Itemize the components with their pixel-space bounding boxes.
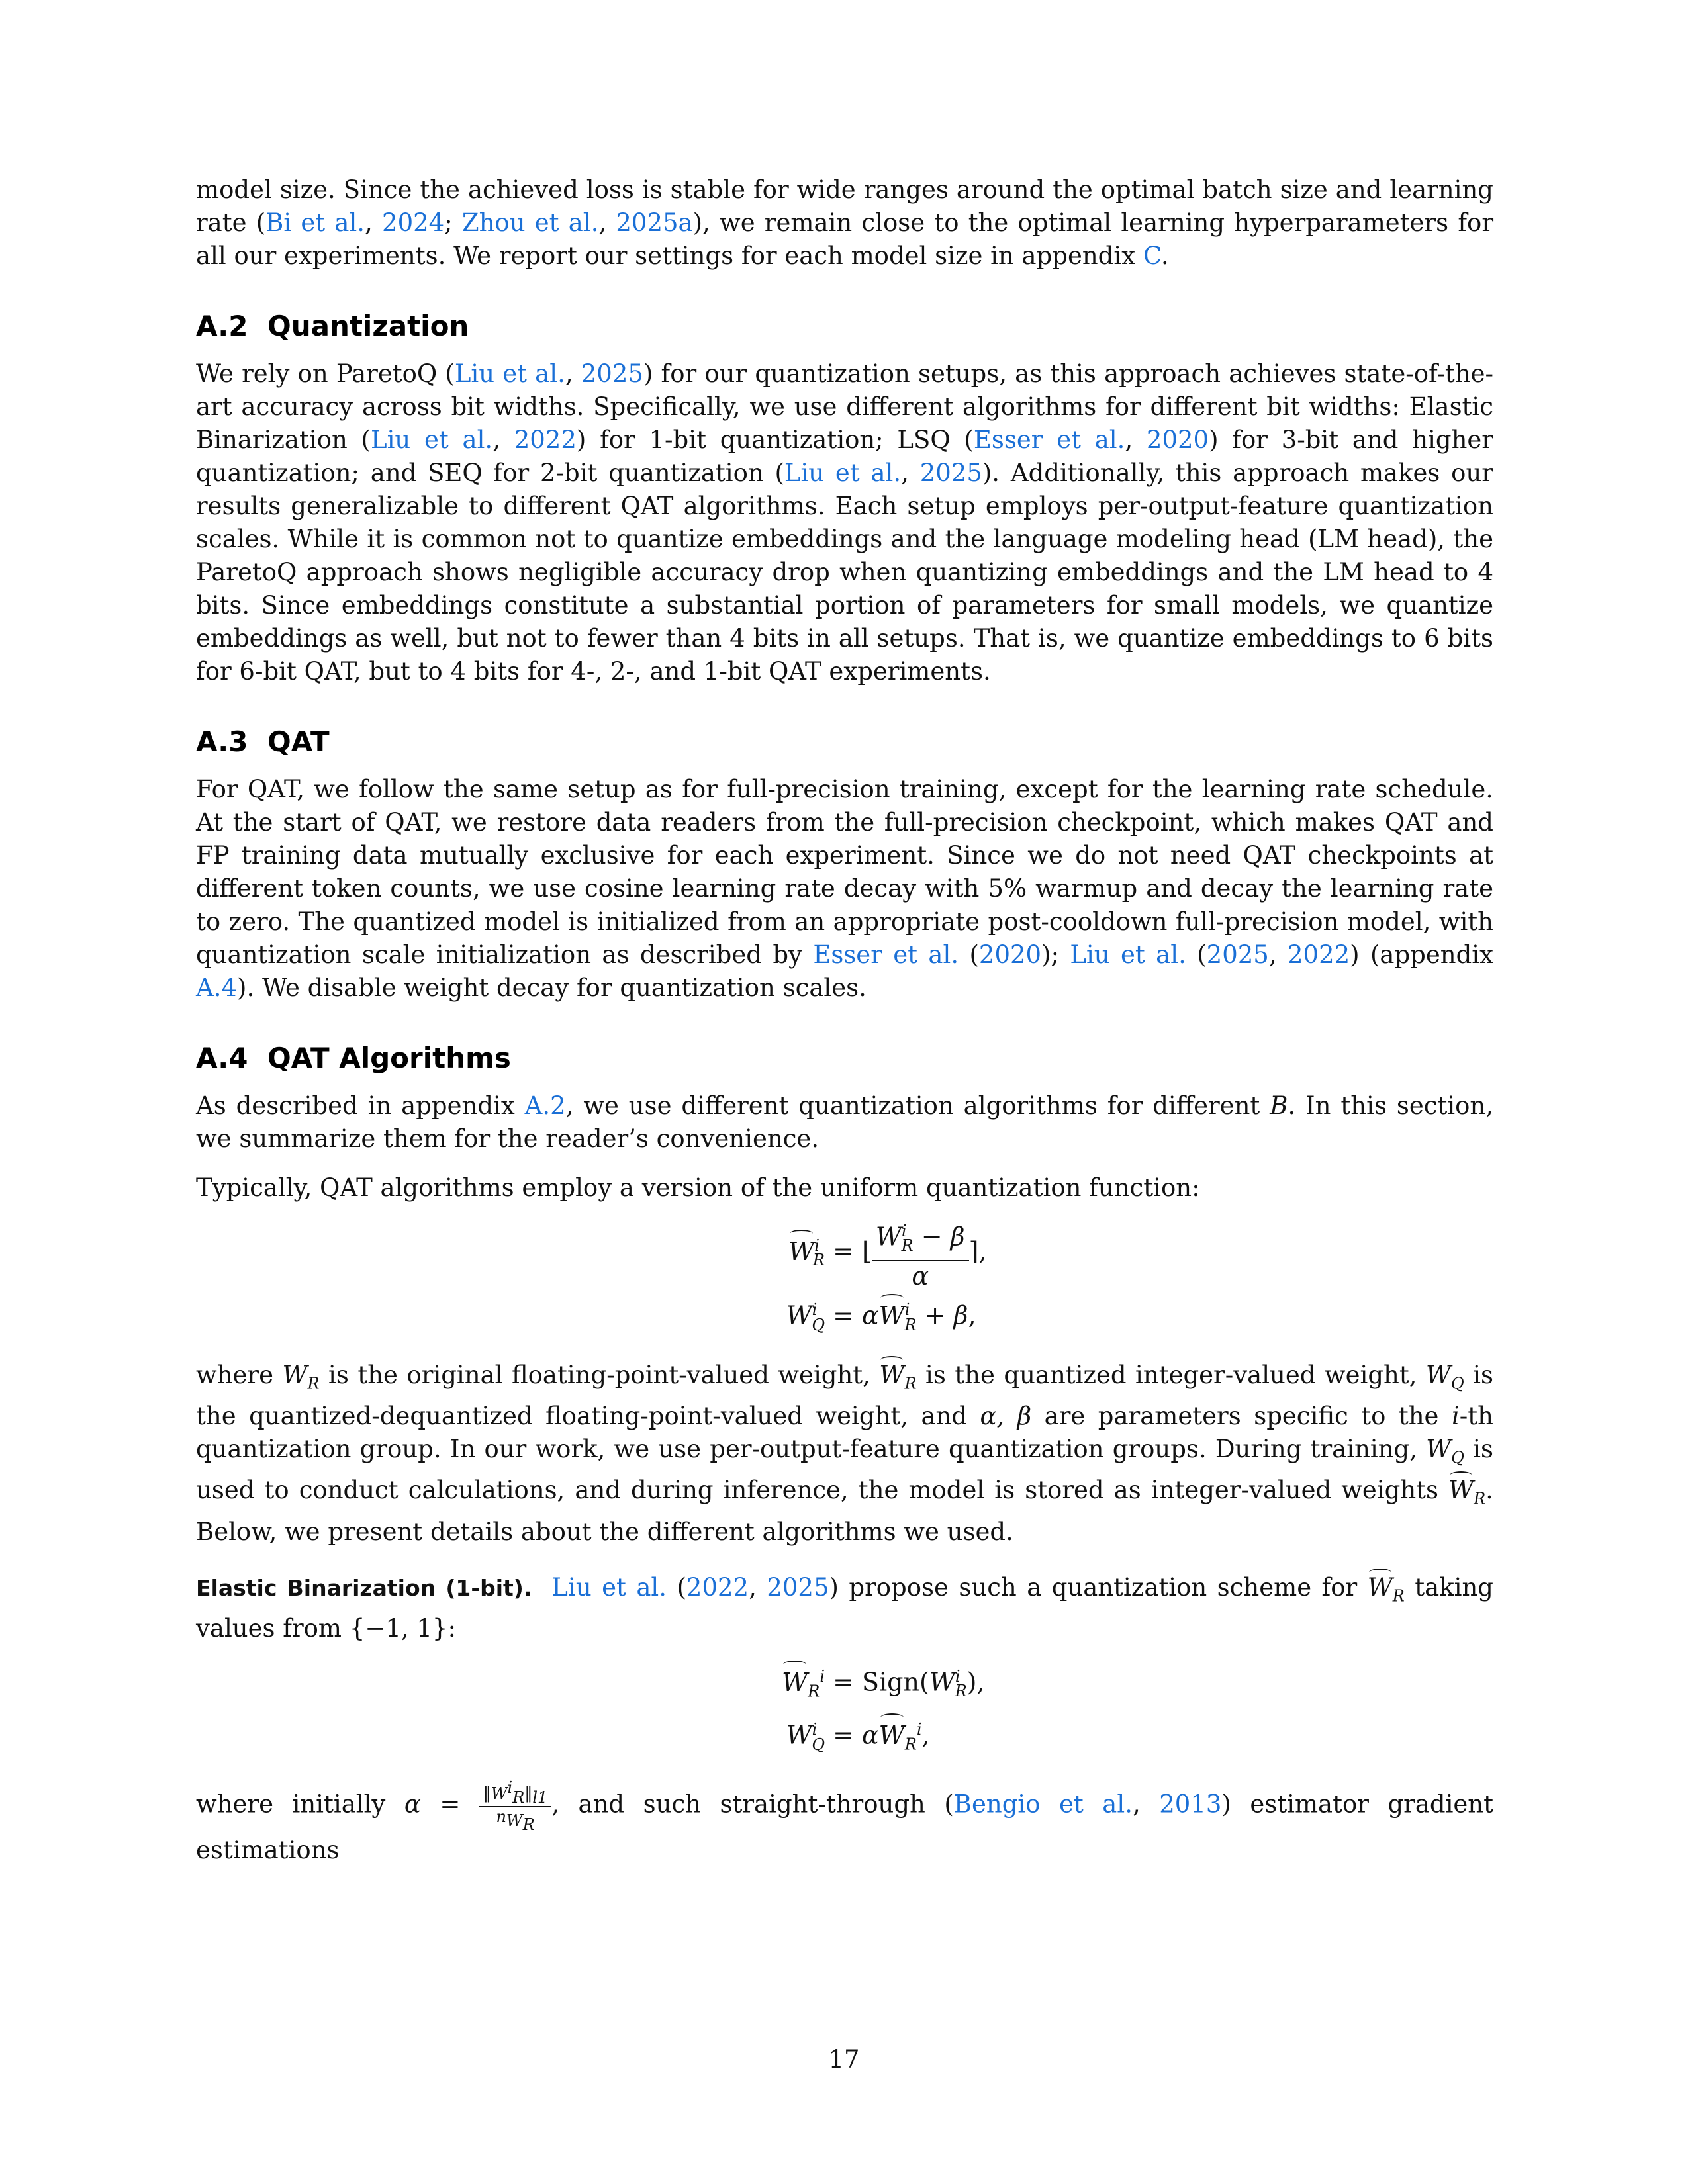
citation-link[interactable]: 2020 [978,940,1042,969]
intro-paragraph: model size. Since the achieved loss is stable for wide ranges around the optimal batch size and learning rate (Bi et al., 2024; Zhou et al., 2025a), we remain close to the optimal learning hyperparameters for all our experiments. We report our settings for each model size in appendix C. [196,175,1494,270]
citation-link[interactable]: Liu et al. [1070,940,1186,969]
citation-link[interactable]: Esser et al. [973,426,1125,454]
citation-link[interactable]: Bengio et al. [953,1790,1133,1819]
appendix-link[interactable]: A.2 [524,1091,566,1120]
citation-link[interactable]: 2025a [616,208,693,237]
citation-link[interactable]: Bi et al. [265,208,365,237]
a2-paragraph: We rely on ParetoQ (Liu et al., 2025) for our quantization setups, as this approach achieves state-of-the-art accuracy across bit widths. Specifically, we use different algorithms for different bit widths: Elastic Binarization (Liu et al., 2022) for 1-bit quantization; LSQ (Esser et al., 2020) for 3-bit and higher quantization; and SEQ for 2-bit quantization (Liu et al., 2025). Additionally, this approach makes our results generalizable to different QAT algorithms. Each setup employs per-output-feature quantization scales. While it is common not to quantize embeddings and the language modeling head (LM head), the ParetoQ approach shows negligible accuracy drop when quantizing embeddings and the LM head to 4 bits. Since embeddings constitute a substantial portion of parameters for small models, we quantize embeddings as well, but not to fewer than 4 bits in all setups. That is, we quantize embeddings to 6 bits for 6-bit QAT, but to 4 bits for 4-, 2-, and 1-bit QAT experiments. [196,359,1493,686]
paper-page [196,173,1493,1867]
quantization-equation: $W^i_R$ = ⌊ $\frac{W^i_R - \beta}{\alpha}$ ⌉, $W^i_Q = \alpha W^i_R + \beta$, [726,1216,1493,1344]
citation-link[interactable]: Liu et al. [784,459,902,487]
citation-link[interactable]: 2022 [1287,940,1350,969]
citation-link[interactable]: 2025 [767,1572,829,1602]
section-heading-a3: A.3 QAT [196,725,330,758]
citation-link[interactable]: 2025 [919,459,982,487]
citation-link[interactable]: 2025 [1206,940,1269,969]
section-heading-a2: A.2 Quantization [196,310,469,342]
section-heading-a4: A.4 QAT Algorithms [196,1042,511,1074]
citation-link[interactable]: 2013 [1159,1790,1222,1819]
paragraph-label: Elastic Binarization (1-bit). [196,1574,532,1601]
citation-link[interactable]: 2020 [1146,426,1209,454]
a4-paragraph-3: where $W_R$ is the original floating-point-valued weight, $W_R$ is the quantized integer-valued weight, $W_Q$ is the quantized-dequantized floating-point-valued weight, and α, β are parameters specific to the i-th quantization group. In our work, we use per-output-feature quantization groups. During training, $W_Q$ is used to conduct calculations, and during inference, the model is stored as integer-valued weights $W_R$. Below, we present details about the different algorithms we used. [196,1359,1493,1549]
appendix-link[interactable]: C [1143,242,1161,270]
page-number: 17 [828,2045,860,2073]
a4-paragraph-2: Typically, QAT algorithms employ a version of the uniform quantization function: [196,1173,1200,1202]
appendix-link[interactable]: A.4 [196,974,238,1002]
citation-link[interactable]: 2025 [581,359,643,388]
citation-link[interactable]: Liu et al. [454,359,565,388]
citation-link[interactable]: 2022 [686,1572,749,1602]
a4-paragraph-1: As described in appendix A.2, we use different quantization algorithms for different B. In this section, we summarize them for the reader’s convenience. [196,1091,1494,1153]
citation-link[interactable]: Liu et al. [551,1572,667,1602]
citation-link[interactable]: 2022 [514,426,577,454]
binarization-equation: $W_R^i$ = $Sign(W^i_R)$, $W^i_Q = \alpha W_R^i$, [726,1657,1493,1764]
citation-link[interactable]: Liu et al. [371,426,493,454]
a3-paragraph: For QAT, we follow the same setup as for full-precision training, except for the learning rate schedule. At the start of QAT, we restore data readers from the full-precision checkpoint, which makes QAT and FP training data mutually exclusive for each experiment. Since we do not need QAT checkpoints at different token counts, we use cosine learning rate decay with 5% warmup and decay the learning rate to zero. The quantized model is initialized from an appropriate post-cooldown full-precision model, with quantization scale initialization as described by Esser et al. (2020); Liu et al. (2025, 2022) (appendix A.4). We disable weight decay for quantization scales. [196,775,1493,1002]
citation-link[interactable]: 2024 [382,208,445,237]
a4-paragraph-last: where initially α = $\frac{‖W^i_R‖_{l1}}{n_{W_R}}$ , and such straight-through (Bengio et al., 2013) estimator gradient estimations [196,1778,1493,1864]
citation-link[interactable]: Zhou et al. [461,208,599,237]
elastic-binarization-paragraph: Elastic Binarization (1-bit). Liu et al. (2022, 2025) propose such a quantization scheme for $W_R$ taking values from {−1, 1}: [196,1571,1493,1645]
citation-link[interactable]: Esser et al. [813,940,959,969]
